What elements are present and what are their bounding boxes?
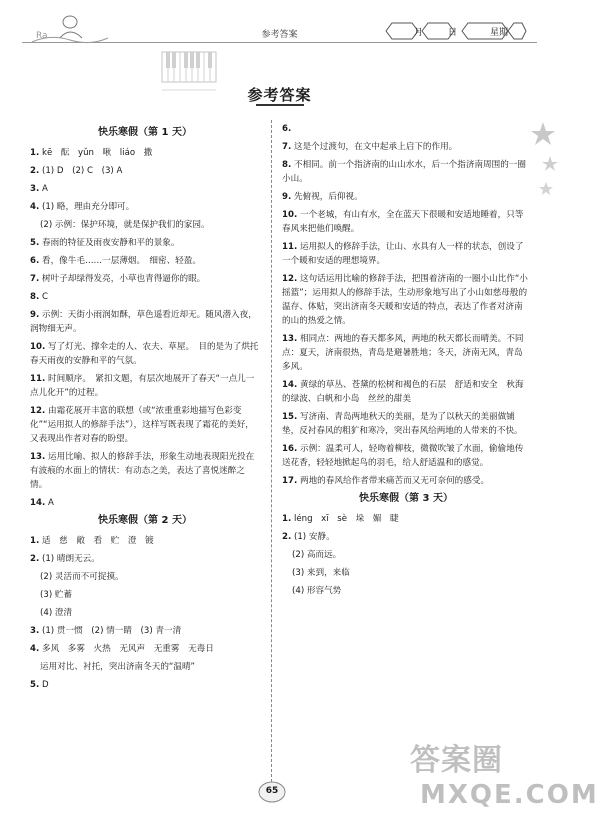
answer-item: [30, 552, 260, 566]
answer-item: [282, 240, 530, 268]
answer-text: (1) 贯一惯 (2) 情一睛 (3) 青一清: [41, 626, 182, 636]
answer-text: (1) 晴朗无云。: [41, 554, 100, 564]
day-label: 日: [448, 28, 458, 38]
section-title-day2: 快乐寒假（第 2 天）: [98, 515, 192, 526]
answer-item: [30, 372, 260, 400]
answer-text: 这句话运用比喻的修辞手法，把围着济南的一圈小山比作“小摇篮”；运用拟人的修辞手法，生动形象地写出了小山如慈母般的温存、体贴，突出济南冬天暖和安适的特点，表达了作者对济南的山的热爱之情。: [282, 274, 528, 326]
answer-number: 14.: [30, 498, 46, 508]
answer-text: 相同点：两地的春天都多风，两地的秋天都长而晴美。不同点：夏天，济南很热，青岛是避暑胜地；冬天，济南无风，青岛多风。: [282, 334, 524, 372]
answer-text: 时间顺序。 紧扣文题，有层次地展开了春天“一点儿一点儿化开”的过程。: [30, 374, 255, 398]
answer-item: [30, 588, 260, 602]
answer-number: 9.: [282, 192, 292, 202]
answer-item: [30, 642, 260, 656]
answer-text: (3) 来到，来临: [292, 568, 350, 578]
answer-item: [282, 474, 530, 488]
answer-item: [282, 566, 530, 580]
answer-text: (2) 灵活而不可捉摸。: [40, 572, 124, 582]
answer-text: 适 慈 敞 看 贮 澄 镀: [41, 536, 154, 546]
answer-text: (1) D (2) C (3) A: [41, 166, 123, 176]
answer-number: 6.: [30, 256, 40, 266]
running-head: 参考答案: [261, 30, 298, 40]
answer-number: 5.: [30, 238, 40, 248]
answer-number: 1.: [30, 536, 40, 546]
answer-number: 1.: [30, 148, 40, 158]
answer-item: [282, 512, 530, 526]
answer-item: [30, 570, 260, 584]
answer-item: [30, 272, 260, 286]
answer-number: 1.: [282, 514, 292, 524]
answer-number: 2.: [30, 166, 40, 176]
title-underline: [256, 104, 304, 106]
answer-number: 11.: [282, 242, 298, 252]
answer-item: [282, 548, 530, 562]
answer-number: 7.: [30, 274, 40, 284]
answer-item: [30, 200, 260, 214]
answer-text: 写了灯光、撑伞走的人、农夫、草屋。 目的是为了烘托春天雨夜的安静和平的气氛。: [30, 342, 259, 366]
answer-text: (4) 形容气势: [292, 586, 342, 596]
answer-number: 10.: [282, 210, 298, 220]
answer-text: 树叶子却绿得发亮，小草也青得逼你的眼。: [41, 274, 206, 284]
answer-number: 4.: [30, 202, 40, 212]
answer-item: [282, 584, 530, 598]
answer-item: [282, 208, 530, 236]
right-column: [282, 122, 530, 602]
answer-text: 运用对比、衬托，突出济南冬天的“温晴”: [40, 662, 195, 672]
answer-text: A: [47, 498, 54, 508]
header-rule: [22, 42, 537, 43]
answer-item: [30, 450, 260, 492]
answer-text: léng xī sè 垛 媚 睫: [293, 514, 399, 524]
answer-number: 8.: [282, 160, 292, 170]
answer-item: [30, 254, 260, 268]
answer-number: 3.: [30, 184, 40, 194]
answer-item: [282, 140, 530, 154]
answer-text: 多风 多雾 火热 无风声 无重雾 无毒日: [41, 644, 214, 654]
answer-item: [282, 272, 530, 328]
section-title-day3: 快乐寒假（第 3 天）: [359, 493, 453, 504]
date-field-group: [382, 22, 527, 40]
answer-text: 这是个过渡句，在文中起承上启下的作用。: [293, 142, 458, 152]
answer-number: 9.: [30, 310, 40, 320]
answer-item: [30, 606, 260, 620]
answer-text: 运用拟人的修辞手法，让山、水具有人一样的状态，创设了一个暖和安适的理想境界。: [282, 242, 524, 266]
answer-text: 黄绿的草丛、苍黛的松树和褐色的石层 舒适和安全 秋海的绿波、白帆和小岛 丝丝的甜美: [282, 380, 524, 404]
answer-text: D: [41, 680, 49, 690]
answer-item: [30, 290, 260, 304]
answer-number: 8.: [30, 292, 40, 302]
answer-item: [282, 332, 530, 374]
answer-item: [282, 190, 530, 204]
answer-number: 12.: [30, 406, 46, 416]
answer-number: 16.: [282, 444, 298, 454]
answer-item: [30, 678, 260, 692]
answer-text: (1) 略，理由充分即可。: [41, 202, 135, 212]
answer-number: 2.: [30, 554, 40, 564]
answer-text: 先俯视，后仰视。: [293, 192, 363, 202]
answer-text: 写济南、青岛两地秋天的美丽，是为了以秋天的美丽做铺垫，反衬春风的粗犷和寒冷，突出春风给两地的人带来的不快。: [282, 412, 523, 436]
answer-item: [30, 534, 260, 548]
answer-number: 15.: [282, 412, 298, 422]
answer-text: (4) 澄清: [40, 608, 73, 618]
answer-number: 10.: [30, 342, 46, 352]
answer-text: 两地的春风给作者带来痛苦而又无可奈何的感受。: [299, 476, 490, 486]
answer-number: 4.: [30, 644, 40, 654]
weekday-label: 星期: [490, 28, 509, 38]
answer-item: [282, 378, 530, 406]
answer-item: [30, 340, 260, 368]
answer-text: 春雨的特征及雨夜安静和平的景象。: [41, 238, 180, 248]
answer-text: (3) 贮蓄: [40, 590, 73, 600]
answer-item: [30, 308, 260, 336]
answer-item: [30, 496, 260, 510]
answer-number: 2.: [282, 532, 292, 542]
answer-item: [282, 158, 530, 186]
answer-text: 看，像牛毛……一层薄烟。 细密、轻盈。: [41, 256, 201, 266]
answer-text: (2) 高而远。: [292, 550, 342, 560]
watermark-url: MXQE.COM: [420, 780, 599, 810]
answer-text: 运用比喻、拟人的修辞手法，形象生动地表现阳光投在有波痕的水面上的情状：有动态之美，表达了喜悦迷醉之情。: [30, 452, 255, 490]
answer-item: [282, 122, 530, 136]
answer-text: 示例：温柔可人，轻吻着柳枝，微微吹皱了水面，偷偷地传送花香，轻轻地掀起鸟的羽毛，给人舒适温和的感觉。: [282, 444, 524, 468]
answer-item: [30, 236, 260, 250]
left-column: [30, 122, 260, 696]
answer-text: (1) 安静。: [293, 532, 335, 542]
watermark-logo: 答案圈: [410, 743, 503, 778]
page-number: 65: [265, 786, 279, 796]
page-title: 参考答案: [247, 86, 312, 104]
answer-item: [30, 404, 260, 446]
svg-text:Ra: Ra: [36, 31, 48, 41]
answer-item: [30, 660, 260, 674]
section-title-day1: 快乐寒假（第 1 天）: [98, 127, 192, 138]
answer-text: A: [41, 184, 48, 194]
answer-item: [282, 530, 530, 544]
answer-item: [30, 182, 260, 196]
answer-item: [30, 146, 260, 160]
column-divider: [271, 120, 272, 792]
answer-number: 13.: [282, 334, 298, 344]
answer-number: 17.: [282, 476, 298, 486]
answer-number: 12.: [282, 274, 298, 284]
answer-text: C: [41, 292, 48, 302]
answer-number: 5.: [30, 680, 40, 690]
answer-text: 不相同。前一个指济南的山山水水，后一个指济南周围的一圈小山。: [282, 160, 527, 184]
answer-text: kē 酝 yǔn 啾 liáo 撒: [41, 148, 153, 158]
answer-item: [282, 410, 530, 438]
answer-text: 由霜花展开丰富的联想（或“浓重重彩地描写色彩变化”“运用拟人的修辞手法”），这样写既表现了霜花的美好，又表现出作者对春的盼望。: [30, 406, 254, 444]
answer-text: 示例：天街小雨润如酥，草色遥看近却无。随风潜入夜，润物细无声。: [30, 310, 257, 334]
answer-item: [282, 442, 530, 470]
answer-number: 14.: [282, 380, 298, 390]
answer-item: [30, 624, 260, 638]
answer-number: 11.: [30, 374, 46, 384]
answer-number: 7.: [282, 142, 292, 152]
month-label: 月: [414, 28, 424, 38]
answer-text: 一个老城，有山有水，全在蓝天下很暖和安适地睡着，只等春风来把他们唤醒。: [282, 210, 524, 234]
stars-decoration-icon: [528, 120, 558, 220]
answer-item: [30, 164, 260, 178]
answer-number: 6.: [282, 124, 292, 134]
answer-text: (2) 示例：保护环境，就是保护我们的家园。: [40, 220, 210, 230]
answer-number: 3.: [30, 626, 40, 636]
answer-item: [30, 218, 260, 232]
answer-number: 13.: [30, 452, 46, 462]
